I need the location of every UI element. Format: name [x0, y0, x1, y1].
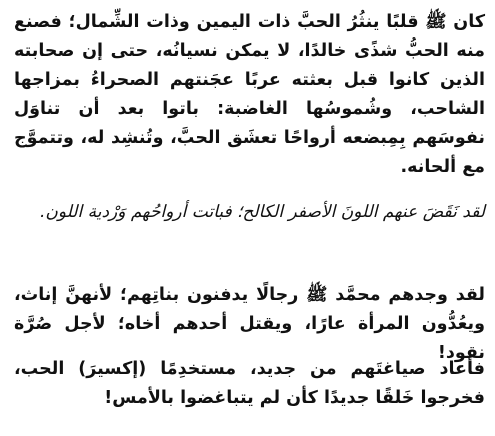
paragraph-1: كان ﷺ قلبًا ينثُرُ الحبَّ ذات اليمين وذات الشِّمال؛ فصنع منه الحبُّ شذًى خالدًا، لا يمكن نسيانُه، حتى إن صحابته الذين كانوا قبل بعثته عربًا عجَنتهم الصحراءُ بمزاجها الشاحب، وشُموسُها الغاضبة: باتوا بعد أن تناوَل نفوسَهم بِمِبضعه أرواحًا تعشَق الحبَّ، وتُنشِد له، وتتموَّج مع ألحانه.	[14, 12, 485, 177]
paragraph-4: فأعاد صياغتَهم من جديد، مستخدِمًا (إكسيرَ) الحب، فخرجوا خَلقًا جديدًا كأن لم يتباغضوا بالأمس!	[14, 359, 485, 408]
paragraph-3: لقد وجدهم محمَّد ﷺ رجالًا يدفنون بناتِهم؛ لأنهنَّ إناث، ويعُدُّون المرأة عارًا، ويقتل أحدهم أخاه؛ لأجل صُرَّة نقود!	[14, 285, 485, 363]
paragraph-2: لقد نَقَضَ عنهم اللونَ الأصفر الكالح؛ فباتت أرواحُهم وَرْدية اللون.	[40, 202, 485, 222]
